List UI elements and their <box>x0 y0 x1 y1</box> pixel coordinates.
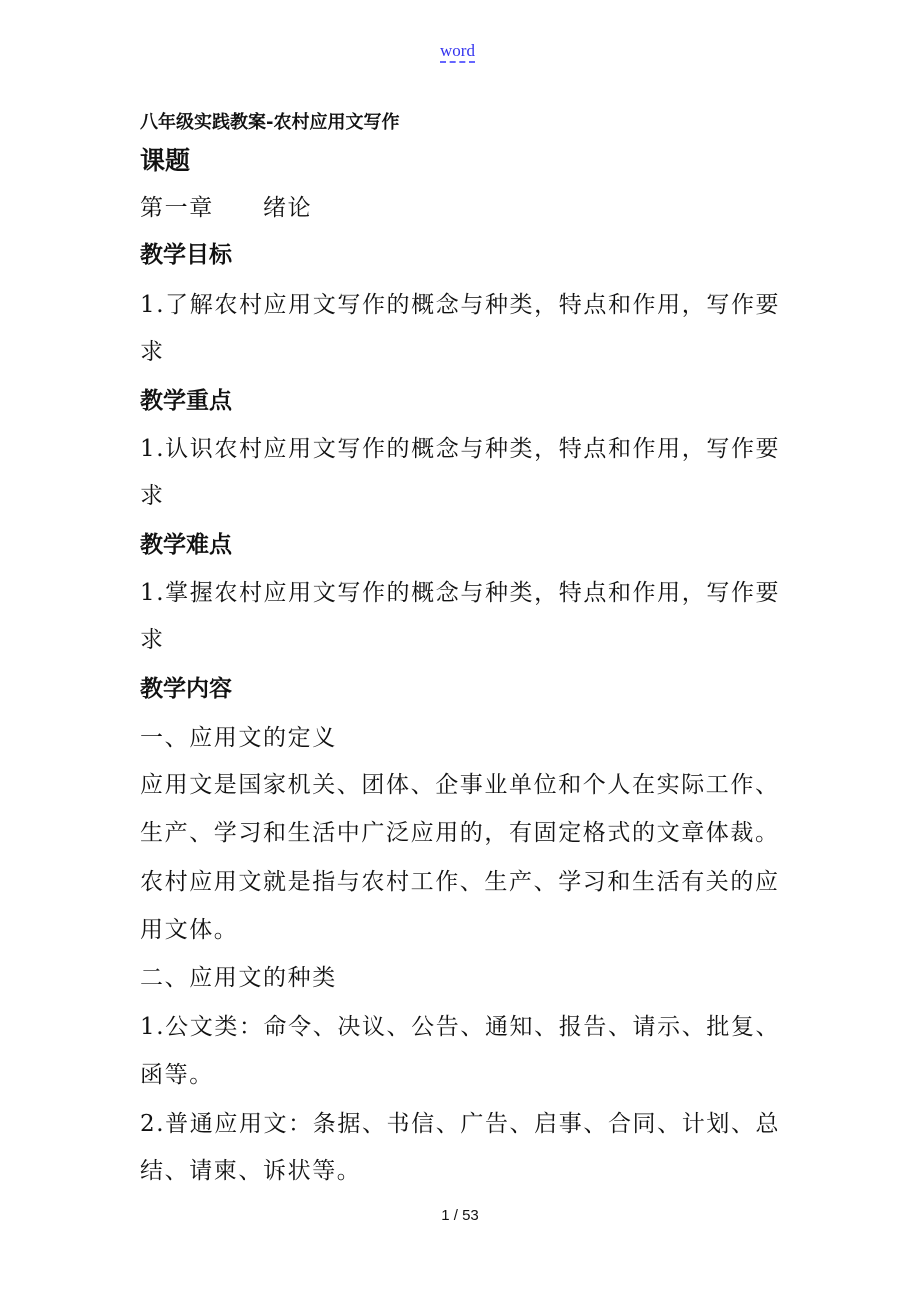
content-heading: 教学内容 <box>140 676 232 702</box>
section1-line: 生产、学习和生活中广泛应用的，有固定格式的文章体裁。 <box>140 820 780 846</box>
item1-line: 1.公文类：命令、决议、公告、通知、报告、请示、批复、 <box>140 1014 781 1040</box>
key-points-heading: 教学重点 <box>140 388 232 414</box>
key-points-line: 1.认识农村应用文写作的概念与种类，特点和作用，写作要 <box>140 436 781 462</box>
difficulty-heading: 教学难点 <box>140 532 232 558</box>
difficulty-line: 1.掌握农村应用文写作的概念与种类，特点和作用，写作要 <box>140 580 781 606</box>
chapter-heading: 第一章 绪论 <box>140 195 313 221</box>
document-title: 八年级实践教案-农村应用文写作 <box>140 112 400 133</box>
section1-line: 应用文是国家机关、团体、企事业单位和个人在实际工作、 <box>140 772 780 798</box>
item2-line: 结、请柬、诉状等。 <box>140 1158 362 1184</box>
topic-heading: 课题 <box>140 146 191 175</box>
goals-line: 1.了解农村应用文写作的概念与种类，特点和作用，写作要 <box>140 292 781 318</box>
key-points-line: 求 <box>140 483 165 509</box>
goals-heading: 教学目标 <box>140 242 232 268</box>
section1-line: 农村应用文就是指与农村工作、生产、学习和生活有关的应 <box>140 869 780 895</box>
section1-line: 用文体。 <box>140 917 239 943</box>
difficulty-line: 求 <box>140 627 165 653</box>
page-indicator: 1 / 53 <box>441 1207 479 1224</box>
section2-heading: 二、应用文的种类 <box>140 965 337 991</box>
section1-heading: 一、应用文的定义 <box>140 725 337 751</box>
header-word-link[interactable]: word <box>440 42 475 63</box>
item1-line: 函等。 <box>140 1062 214 1088</box>
goals-line: 求 <box>140 339 165 365</box>
item2-line: 2.普通应用文：条据、书信、广告、启事、合同、计划、总 <box>140 1111 781 1137</box>
